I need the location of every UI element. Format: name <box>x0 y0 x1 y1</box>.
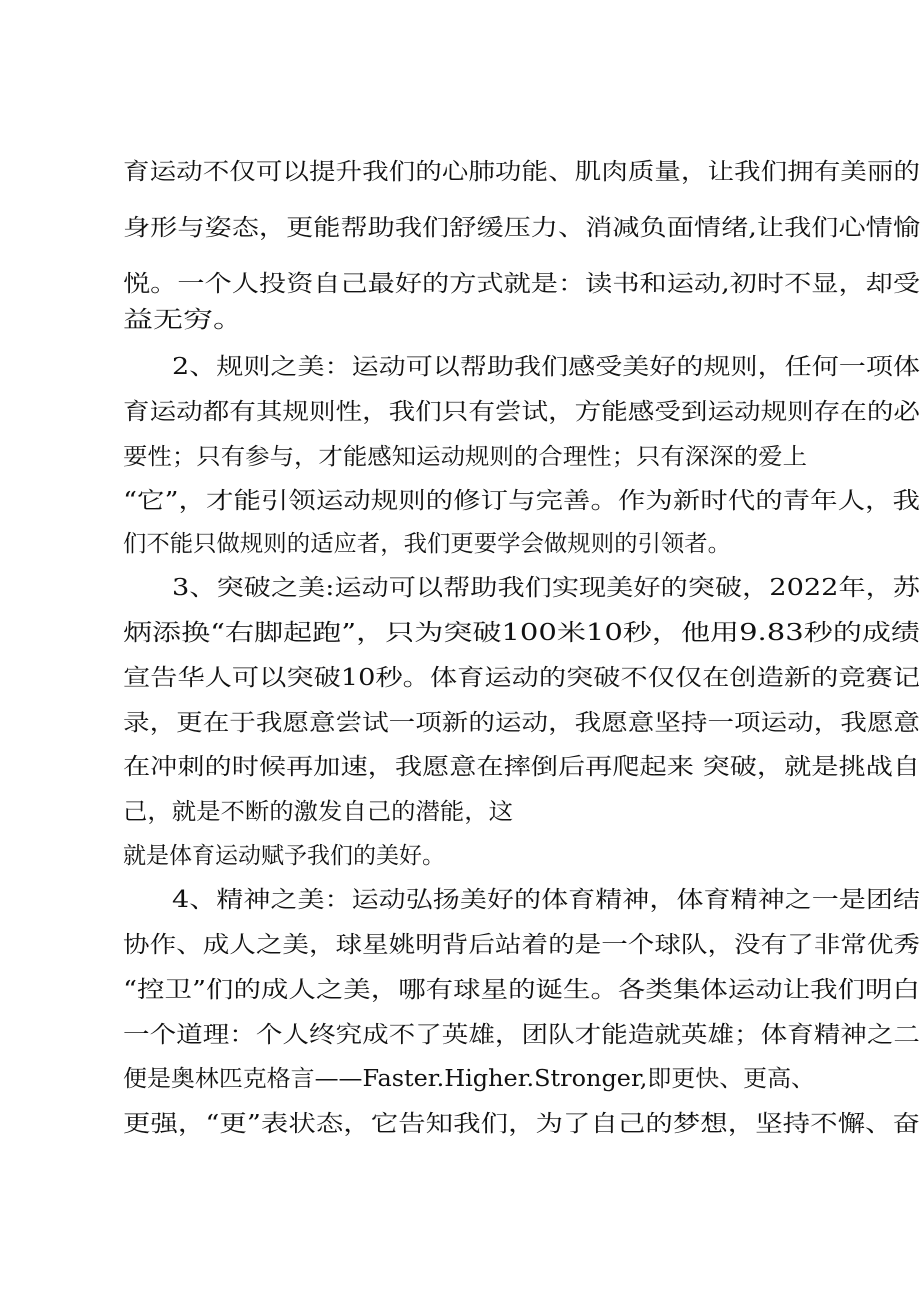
text-line-9: 们不能只做规则的适应者，我们更要学会做规则的引领者。 <box>123 531 731 557</box>
text-line-3: 悦。一个人投资自己最好的方式就是：读书和运动,初时不显，却受 <box>123 271 920 297</box>
text-line-20: 一个道理：个人终究成不了英雄，团队才能造就英雄；体育精神之二 <box>123 1022 920 1048</box>
text-line-6: 育运动都有其规则性，我们只有尝试，方能感受到运动规则存在的必 <box>123 399 920 425</box>
text-line-4: 益无穷。 <box>123 307 243 333</box>
text-line-19: “控卫”们的成人之美，哪有球星的诞生。各类集体运动让我们明白 <box>123 977 920 1003</box>
text-line-14: 在冲刺的时候再加速，我愿意在摔倒后再爬起来 突破，就是挑战自 <box>123 754 920 780</box>
text-line-13: 录，更在于我愿意尝试一项新的运动，我愿意坚持一项运动，我愿意 <box>123 710 920 736</box>
text-line-8: “它”，才能引领运动规则的修订与完善。作为新时代的青年人，我 <box>123 488 920 514</box>
text-line-18: 协作、成人之美，球星姚明背后站着的是一个球队，没有了非常优秀 <box>123 932 920 958</box>
text-line-7: 要性；只有参与，才能感知运动规则的合理性；只有深深的爱上 <box>123 444 808 470</box>
text-line-12: 宣告华人可以突破10秒。体育运动的突破不仅仅在创造新的竞赛记 <box>123 665 920 691</box>
text-line-22: 更强，“更”表状态，它告知我们，为了自己的梦想，坚持不懈、奋 <box>123 1111 920 1137</box>
text-line-5: 2、规则之美：运动可以帮助我们感受美好的规则，任何一项体 <box>172 354 920 380</box>
text-line-15: 己，就是不断的激发自己的潜能，这 <box>123 799 513 825</box>
text-line-11: 炳添换“右脚起跑”，只为突破100米10秒，他用9.83秒的成绩 <box>123 620 920 646</box>
text-line-10: 3、突破之美:运动可以帮助我们实现美好的突破，2022年，苏 <box>172 575 920 601</box>
text-line-2: 身形与姿态，更能帮助我们舒缓压力、消减负面情绪,让我们心情愉 <box>123 215 920 241</box>
text-line-21: 便是奥林匹克格言——Faster.Higher.Stronger,即更快、更高、 <box>123 1066 815 1092</box>
text-line-16: 就是体育运动赋予我们的美好。 <box>123 843 445 869</box>
text-line-17: 4、精神之美：运动弘扬美好的体育精神，体育精神之一是团结 <box>172 887 920 913</box>
text-line-1: 育运动不仅可以提升我们的心肺功能、肌肉质量，让我们拥有美丽的 <box>123 159 920 185</box>
